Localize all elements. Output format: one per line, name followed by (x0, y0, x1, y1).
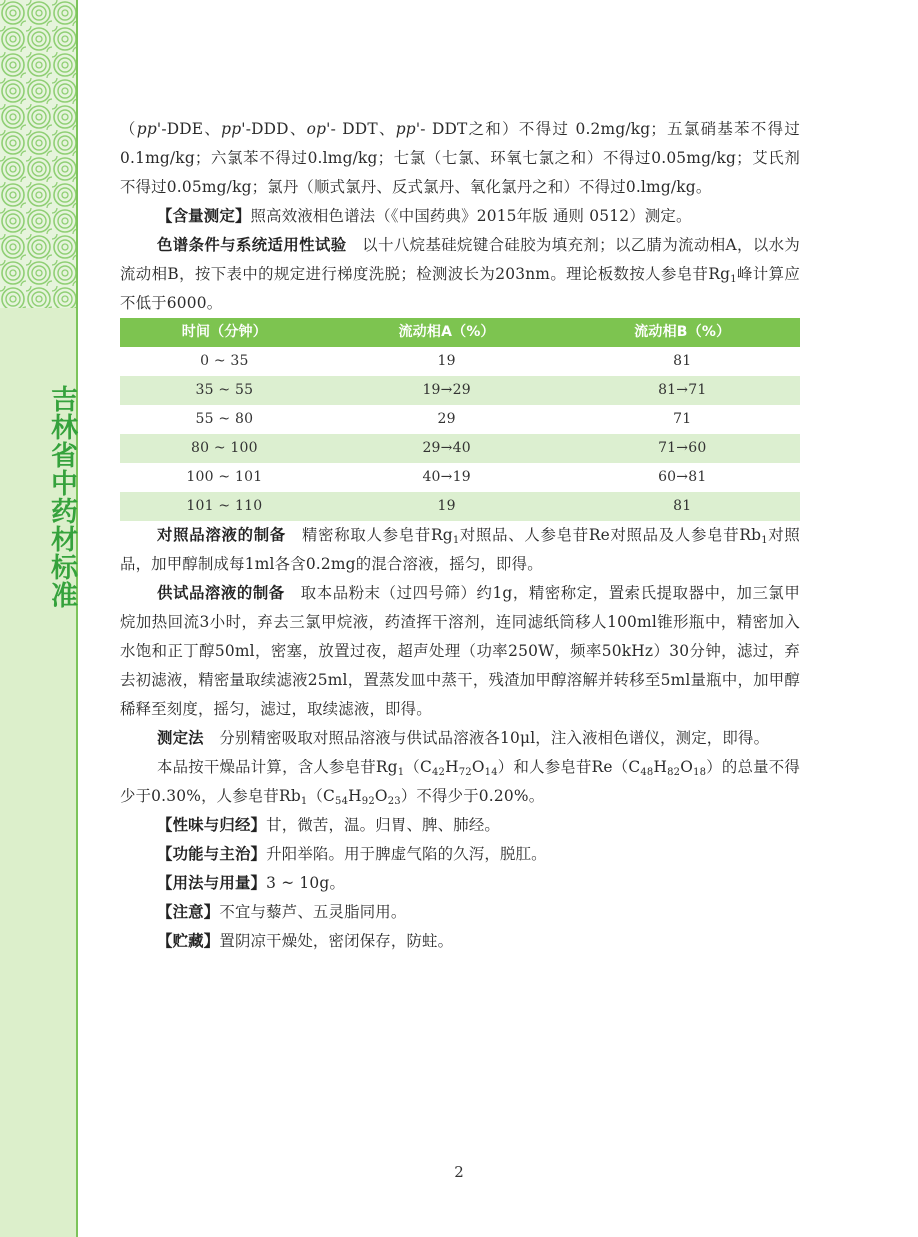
assay-heading: 【含量测定】 (157, 207, 251, 225)
column-header: 流动相B（%） (565, 318, 800, 347)
column-header: 时间（分钟） (120, 318, 329, 347)
conditions-paragraph: 色谱条件与系统适用性试验 以十八烷基硅烷键合硅胶为填充剂；以乙腈为流动相A，以水为流动相B，按下表中的规定进行梯度洗脱；检测波长为203nm。理论板数按人参皂苷$Rg_1$峰计算应不低于6000。 (120, 236, 801, 312)
assay-paragraph: 【含量测定】照高效液相色谱法（《中国药典》2015年版 通则 0512）测定。 (157, 207, 692, 225)
table-row: 101 ~ 110 19 81 (120, 492, 800, 521)
property-heading: 【性味与归经】 (157, 816, 267, 834)
property-heading: 【功能与主治】 (157, 845, 267, 863)
property-heading: 【贮藏】 (157, 932, 220, 950)
table-row: 0 ~ 35 19 81 (200, 353, 692, 369)
property-heading: 【用法与用量】 (157, 874, 267, 892)
property-item: 【注意】不宜与藜芦、五灵脂同用。 (157, 903, 407, 921)
property-item: 【功能与主治】升阳举陷。用于脾虚气陷的久泻，脱肛。 (157, 845, 547, 863)
pesticide-limits-paragraph: （pp'-DDE、pp'-DDD、op'- DDT、pp'- DDT之和）不得过 0.2mg/kg；五氯硝基苯不得过0.1mg/kg；六氯苯不得过0.lmg/kg；七氯（七氯、环氧七氯之和）不得过0.05mg/kg；艾氏剂不得过0.05mg/kg；氯丹（顺式氯丹、反式氯丹、氧化氯丹之和）不得过0.lmg/kg。 (120, 120, 800, 196)
property-item: 【性味与归经】甘，微苦，温。归胃、脾、肺经。 (157, 816, 501, 834)
page-content (120, 115, 800, 956)
page-number: 2 (454, 1163, 464, 1181)
property-heading: 【注意】 (157, 903, 220, 921)
table-row: 55 ~ 80 29 71 (195, 411, 692, 427)
reference-solution-paragraph: 对照品溶液的制备 精密称取人参皂苷$Rg_1$对照品、人参皂苷Re对照品及人参皂苷$Rb_1$对照品，加甲醇制成每1ml各含0.2mg的混合溶液，摇匀，即得。 (120, 526, 800, 573)
sidebar (0, 0, 78, 1237)
calculation-paragraph: 本品按干燥品计算，含人参皂苷$Rg_1(C_{42}H_{72}O_{14})$和人参皂苷$Re(C_{48}H_{82}O_{18})$的总量不得少于0.30%，人参皂苷$Rb_1(C_{54}H_{92}O_{23})$不得少于0.20%。 (120, 758, 800, 807)
table-row: 80 ~ 100 29→40 71→60 (120, 434, 800, 463)
property-item: 【用法与用量】3 ~ 10g。 (157, 874, 346, 892)
column-header: 流动相A（%） (329, 318, 565, 347)
sidebar-title: 吉林省中药材标准 (46, 385, 77, 609)
property-item: 【贮藏】置阴凉干燥处，密闭保存，防蛀。 (157, 932, 454, 950)
table-row: 100 ~ 101 40→19 60→81 (186, 469, 707, 485)
reference-solution-heading: 对照品溶液的制备 (157, 526, 286, 544)
conditions-heading: 色谱条件与系统适用性试验 (157, 236, 347, 254)
gradient-table (120, 318, 800, 521)
test-solution-paragraph: 供试品溶液的制备 取本品粉末（过四号筛）约1g，精密称定，置索氏提取器中，加三氯甲烷加热回流3小时，弃去三氯甲烷液，药渣挥干溶剂，连同滤纸筒移人100ml锥形瓶中，精密加入水饱和正丁醇50ml，密塞，放置过夜，超声处理（功率250W，频率50kHz）30分钟，滤过，弃去初滤液，精密量取续滤液25ml，置蒸发皿中蒸干，残渣加甲醇溶解并转移至5ml量瓶中，加甲醇稀释至刻度，摇匀，滤过，取续滤液，即得。 (120, 584, 800, 718)
table-header-row (120, 318, 800, 347)
method-heading: 测定法 (157, 729, 204, 747)
cloud-pattern-icon (0, 0, 76, 308)
test-solution-heading: 供试品溶液的制备 (157, 584, 285, 602)
table-row: 35 ~ 55 19→29 81→71 (120, 376, 800, 405)
method-paragraph: 测定法 分别精密吸取对照品溶液与供试品溶液各10μl，注入液相色谱仪，测定，即得。 (157, 729, 770, 747)
